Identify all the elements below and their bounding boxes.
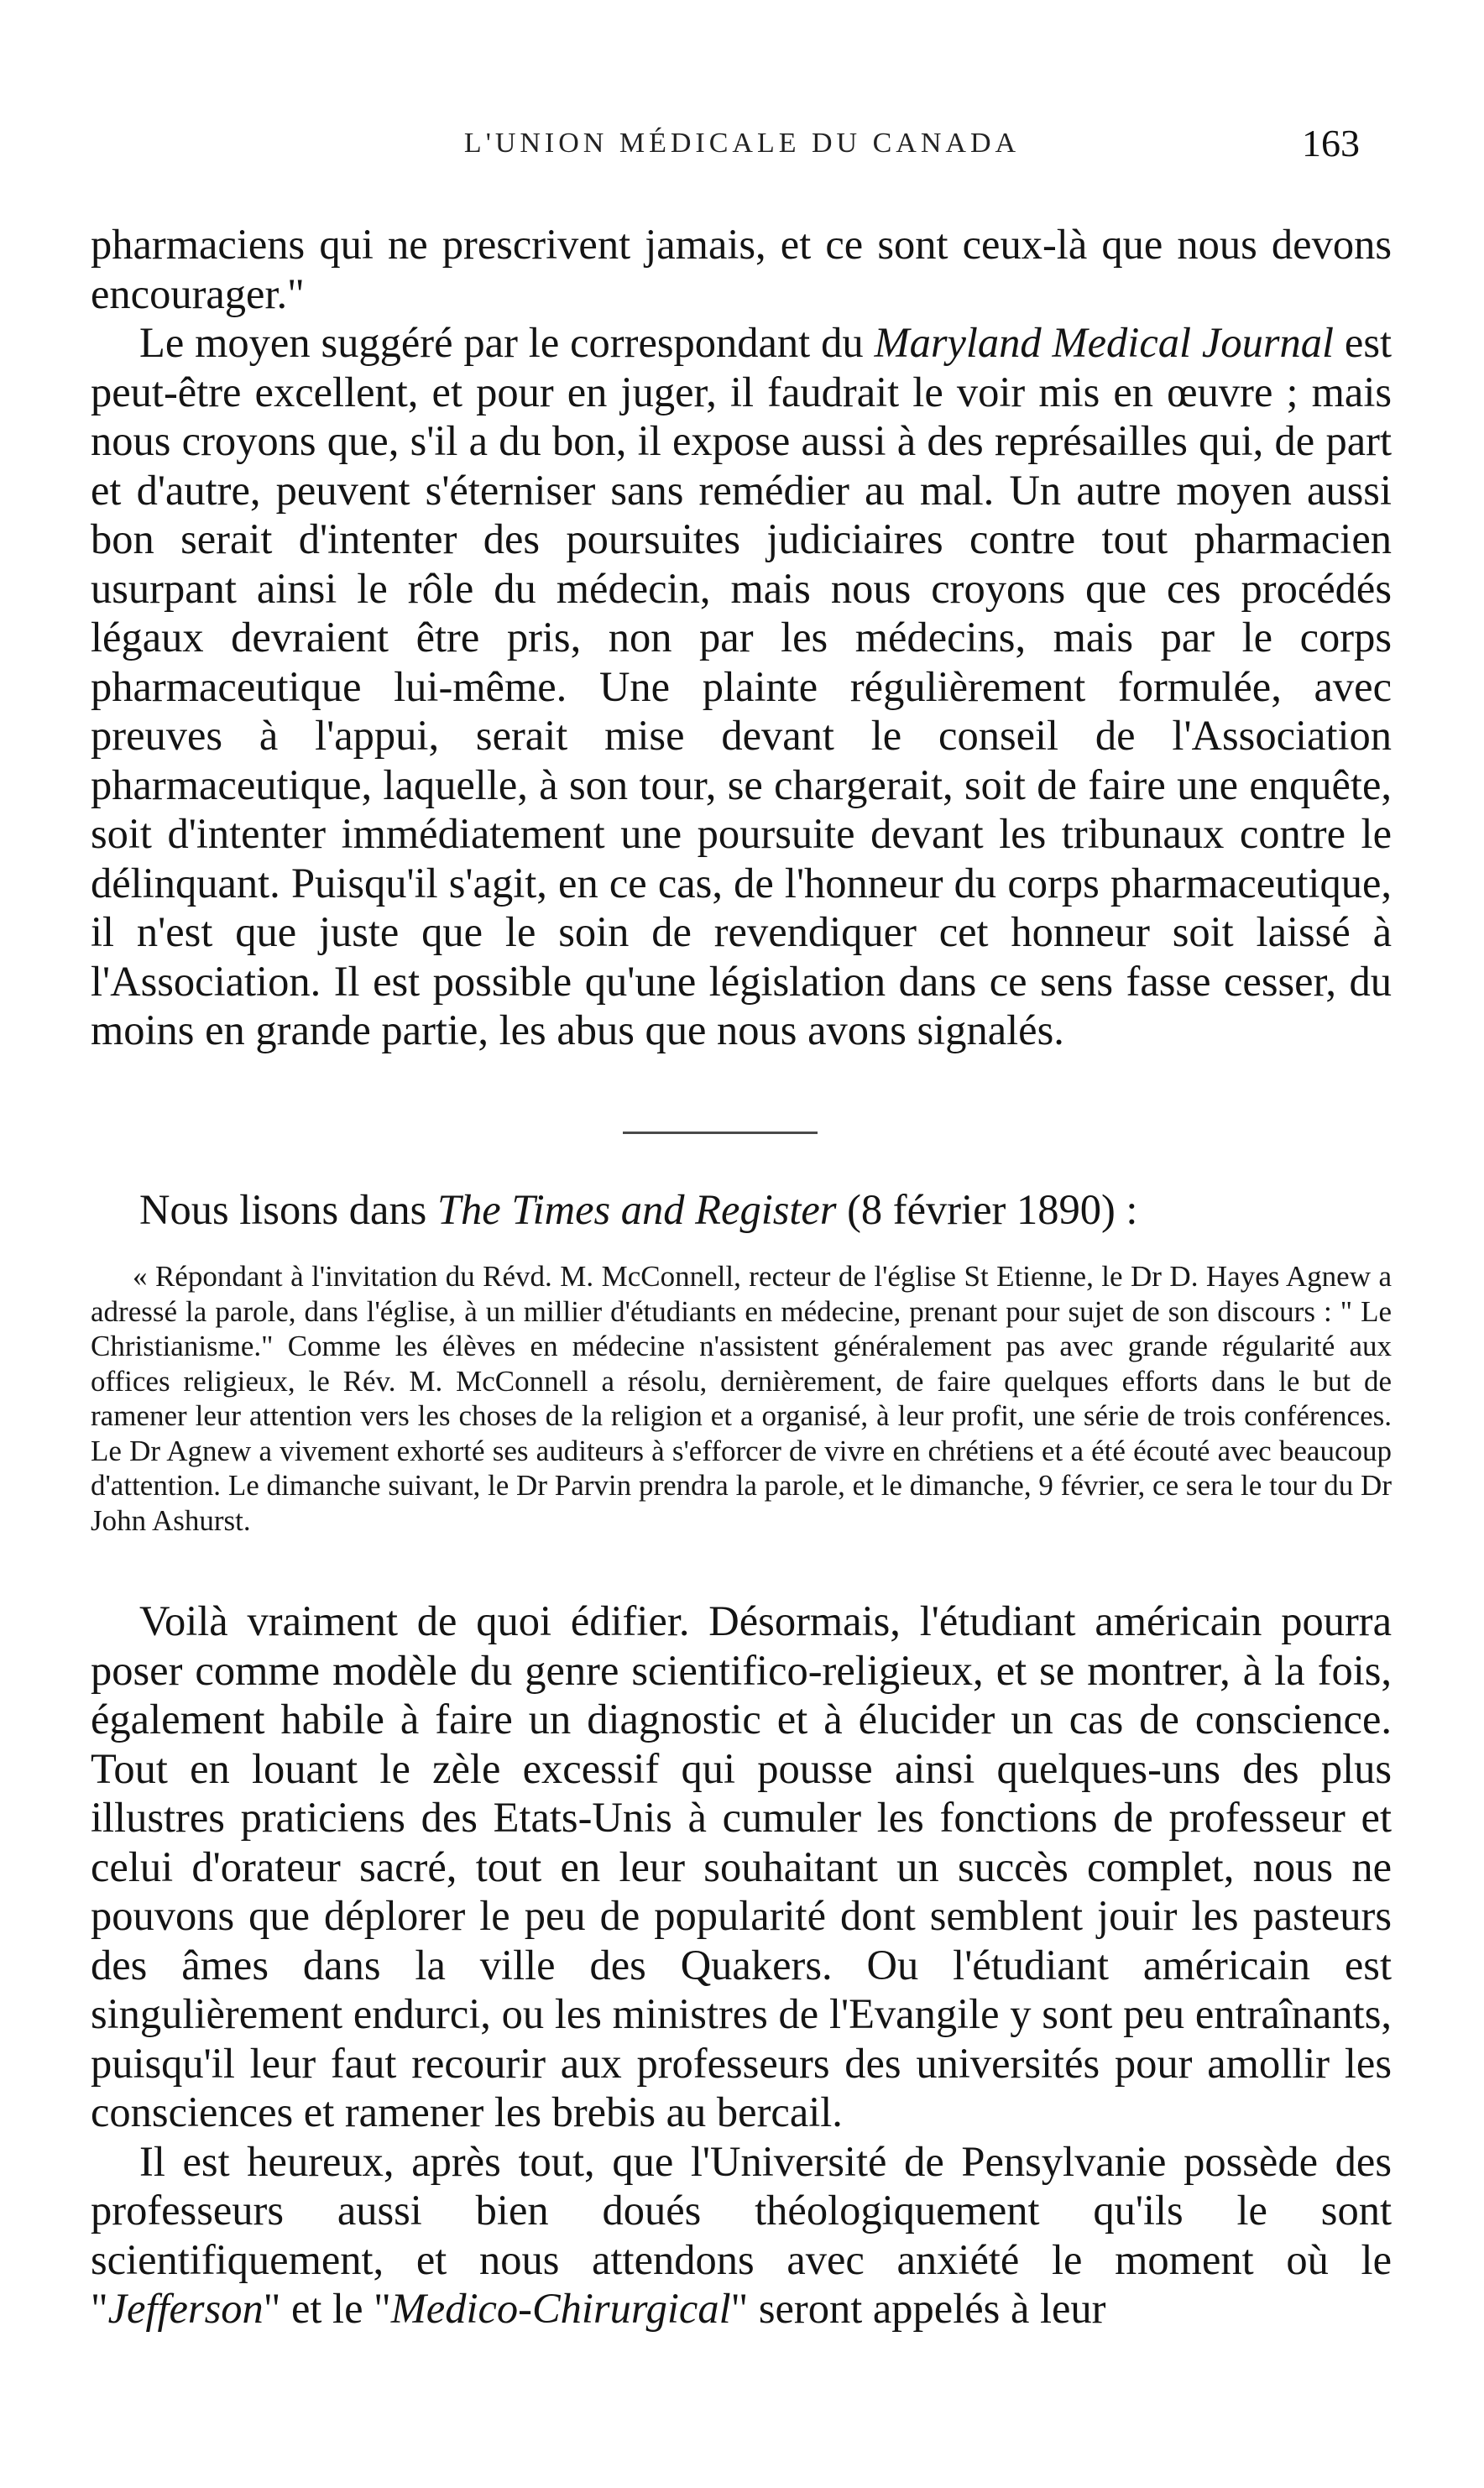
paragraph-il-est-heureux [91,2137,1392,2334]
running-title: L'UNION MÉDICALE DU CANADA [463,128,1021,159]
journal-title: Maryland Medical Journal [874,319,1335,366]
paragraph-text: pharmaciens qui ne prescrivent jamais, et ce sont ceux-là que nous devons encourager." [91,221,1392,317]
section-divider [0,1130,1484,1137]
paragraph-voila [91,1597,1392,2137]
divider-line [623,1132,818,1134]
paragraph-text: Il est heureux, après tout, que l'Université de Pensylvanie possède des professeurs aussi bien doués théologiquement qu'ils le sont scientifiquement, et nous attendons avec anxiété le moment où le " [91,2137,1392,2332]
paragraph-moyen-suggere [91,318,1392,1055]
page-header [0,118,1484,176]
quote-text: « Répondant à l'invitation du Révd. M. McConnell, recteur de l'église St Etienne, le Dr D. Hayes Agnew a adressé la parole, dans l'église, à un millier d'étudiants en médecine, prenant pour sujet de son discours : " Le Christianisme." Comme les élèves en médecine n'assistent généralement pas avec grande régularité aux offices religieux, le Rév. M. McConnell a résolu, dernièrement, de faire quelques efforts dans le but de ramener leur attention vers les choses de la religion et a organisé, à leur profit, une série de trois conférences. Le Dr Agnew a vivement exhorté ses auditeurs à s'efforcer de vivre en chrétiens et a été écouté avec beaucoup d'attention. Le dimanche suivant, le Dr Parvin prendra la parole, et le dimanche, 9 février, ce sera le tour du Dr John Ashurst. [91,1260,1392,1537]
article-body-top [91,220,1392,1055]
article-body-bottom [91,1597,1392,2334]
paragraph-text: est peut-être excellent, et pour en juger, il faudrait le voir mis en œuvre ; mais nous croyons que, s'il a du bon, il expose aussi à des représailles qui, de part et d'autre, peuvent s'éterniser sans remédier au mal. Un autre moyen aussi bon serait d'intenter des poursuites judiciaires contre tout pharmacien usurpant ainsi le rôle du médecin, mais nous croyons que ces procédés légaux devraient être pris, non par les médecins, mais par le corps pharmaceutique lui-même. Une plainte régulièrement formulée, avec preuves à l'appui, serait mise devant le conseil de l'Association pharmaceutique, laquelle, à son tour, se chargerait, soit de faire une enquête, soit d'intenter immédiatement une poursuite devant les tribunaux contre le délinquant. Puisqu'il s'agit, en ce cas, de l'honneur du corps pharmaceutique, il n'est que juste que le soin de revendiquer cet honneur soit laissé à l'Association. Il est possible qu'une législation dans ce sens fasse cesser, du moins en grande partie, les abus que nous avons signalés. [91,319,1393,1053]
paragraph-text: Le moyen suggéré par le correspondant du [139,319,875,366]
paragraph-text: " et le " [263,2285,391,2332]
intro-text: (8 février 1890) : [836,1186,1138,1233]
intro-text: Nous lisons dans [139,1186,437,1233]
paragraph-text: Voilà vraiment de quoi édifier. Désormais, l'étudiant américain pourra poser comme modèle du genre scientifico-religieux, et se montrer, à la fois, également habile à faire un diagnostic et à élucider un cas de conscience. Tout en louant le zèle excessif qui pousse ainsi quelques-uns des plus illustres praticiens des Etats-Unis à cumuler les fonctions de professeur et celui d'orateur sacré, tout en leur souhaitant un succès complet, nous ne pouvons que déplorer le peu de popularité dont semblent jouir les pasteurs des âmes dans la ville des Quakers. Ou l'étudiant américain est singulièrement endurci, ou les ministres de l'Evangile y sont peu entraînants, puisqu'il leur faut recourir aux professeurs des universités pour amollir les consciences et ramener les brebis au bercail. [91,1597,1392,2135]
college-name: Jefferson [107,2285,264,2332]
paragraph-continuation [91,220,1392,318]
quoted-passage [91,1259,1392,1538]
page-number: 163 [1302,122,1360,165]
college-name: Medico-Chirurgical [390,2285,731,2332]
source-title: The Times and Register [436,1186,837,1233]
paragraph-text: " seront appelés à leur [730,2285,1106,2332]
quote-intro [139,1185,1390,1234]
